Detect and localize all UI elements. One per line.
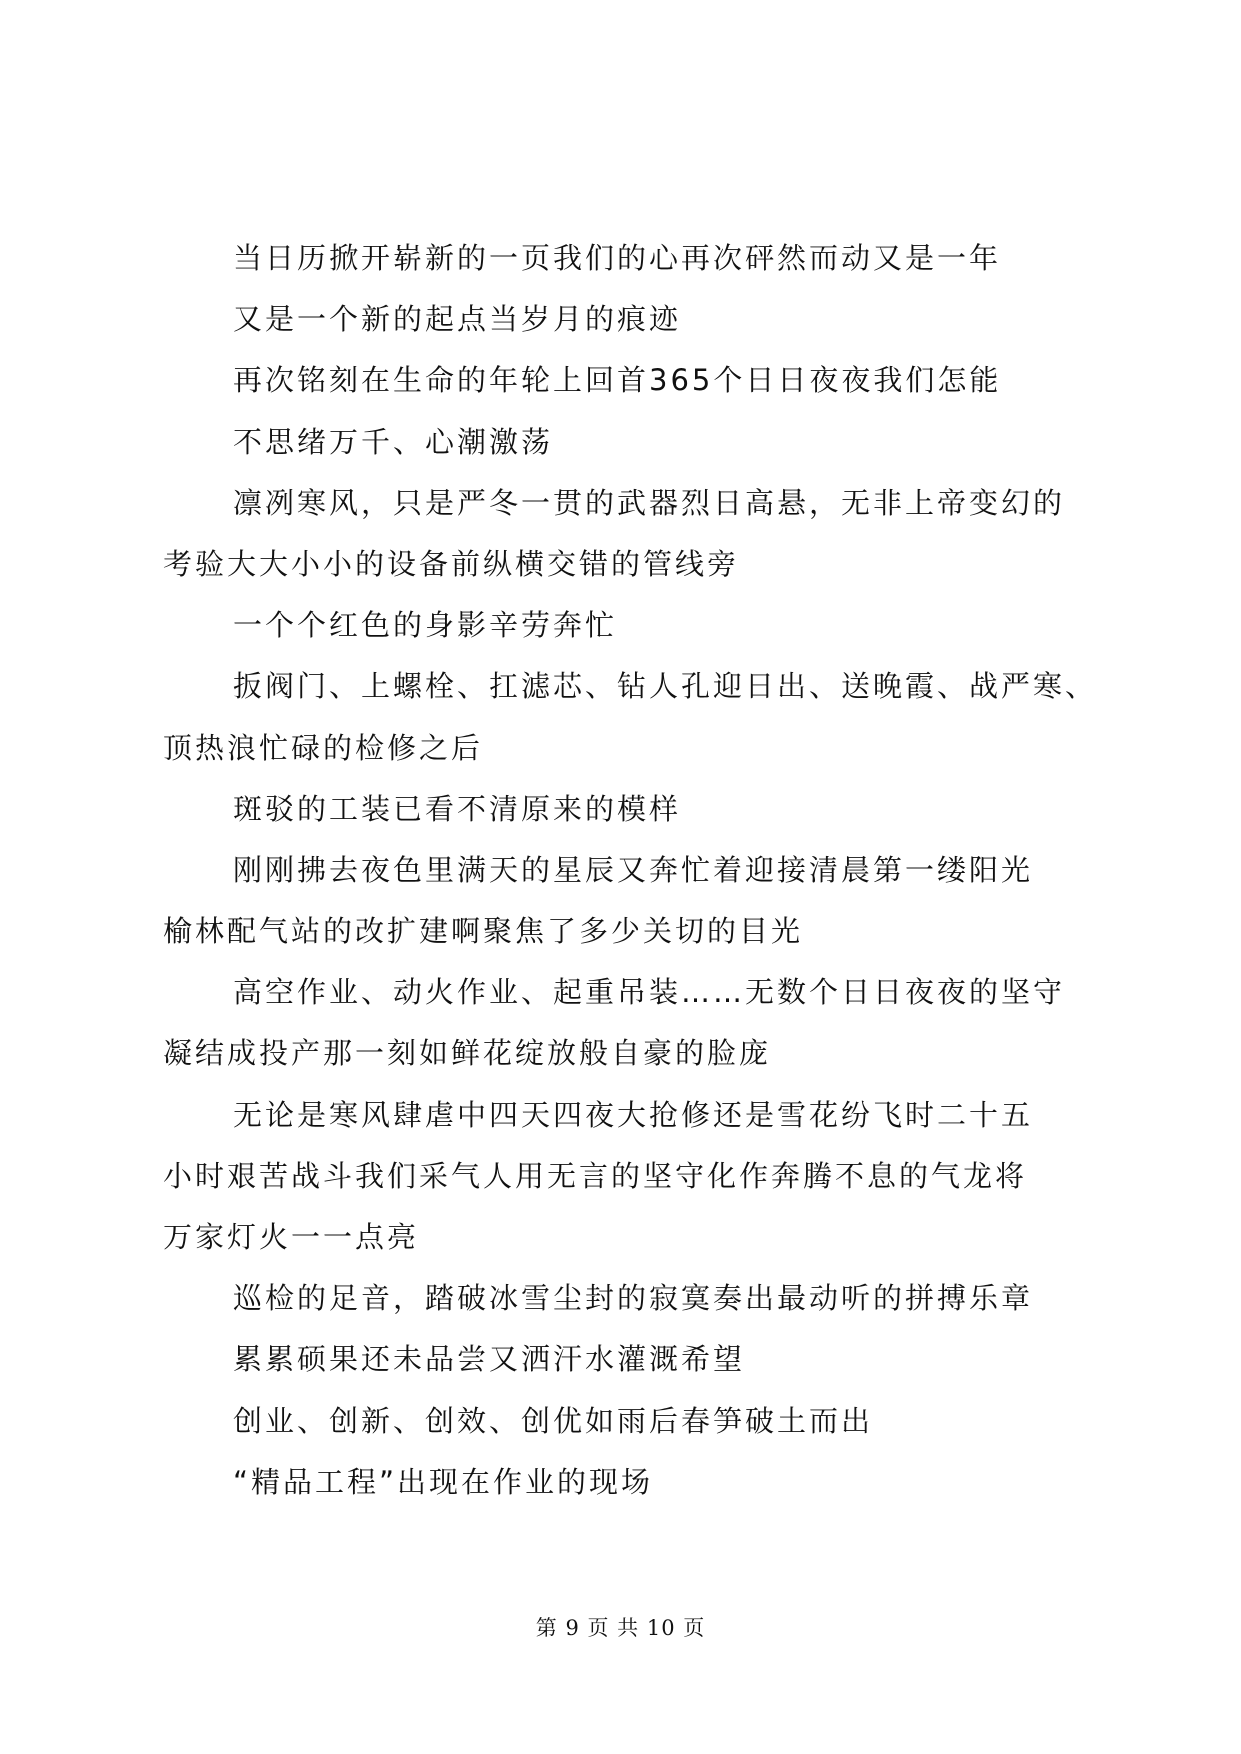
text-line: 累累硕果还未品尝又洒汗水灌溉希望 [233, 1342, 746, 1377]
text-line: “精品工程”出现在作业的现场 [233, 1464, 654, 1499]
text-line: 万家灯火一一点亮 [163, 1220, 420, 1254]
text-line: 创业、创新、创效、创优如雨后春笋破土而出 [233, 1403, 874, 1438]
text-line: 无论是寒风肆虐中四天四夜大抢修还是雪花纷飞时二十五 [233, 1097, 1034, 1132]
page-number-footer: 第 9 页 共 10 页 [535, 1616, 706, 1640]
text-line: 凛冽寒风，只是严冬一贯的武器烈日高悬，无非上帝变幻的 [233, 485, 1066, 520]
text-line: 凝结成投产那一刻如鲜花绽放般自豪的脸庞 [163, 1036, 772, 1071]
text-line: 一个个红色的身影辛劳奔忙 [233, 608, 618, 643]
text-line: 当日历掀开崭新的一页我们的心再次砰然而动又是一年 [233, 241, 1002, 275]
text-line: 斑驳的工装已看不清原来的模样 [233, 791, 682, 826]
text-line: 顶热浪忙碌的检修之后 [163, 730, 484, 765]
text-line: 榆林配气站的改扩建啊聚焦了多少关切的目光 [163, 914, 804, 949]
text-line: 再次铭刻在生命的年轮上回首365个日日夜夜我们怎能 [233, 363, 1002, 398]
text-line: 小时艰苦战斗我们采气人用无言的坚守化作奔腾不息的气龙将 [163, 1158, 1028, 1193]
body-text [163, 228, 1098, 1513]
text-line: 考验大大小小的设备前纵横交错的管线旁 [163, 546, 740, 581]
text-line: 高空作业、动火作业、起重吊装……无数个日日夜夜的坚守 [233, 975, 1066, 1010]
text-line: 扳阀门、上螺栓、扛滤芯、钻人孔迎日出、送晚霞、战严寒、 [233, 669, 1098, 704]
text-line: 不思绪万千、心潮激荡 [233, 424, 554, 459]
text-line: 又是一个新的起点当岁月的痕迹 [233, 302, 682, 337]
text-line: 巡检的足音，踏破冰雪尘封的寂寞奏出最动听的拼搏乐章 [233, 1281, 1034, 1316]
text-line: 刚刚拂去夜色里满天的星辰又奔忙着迎接清晨第一缕阳光 [233, 852, 1034, 887]
